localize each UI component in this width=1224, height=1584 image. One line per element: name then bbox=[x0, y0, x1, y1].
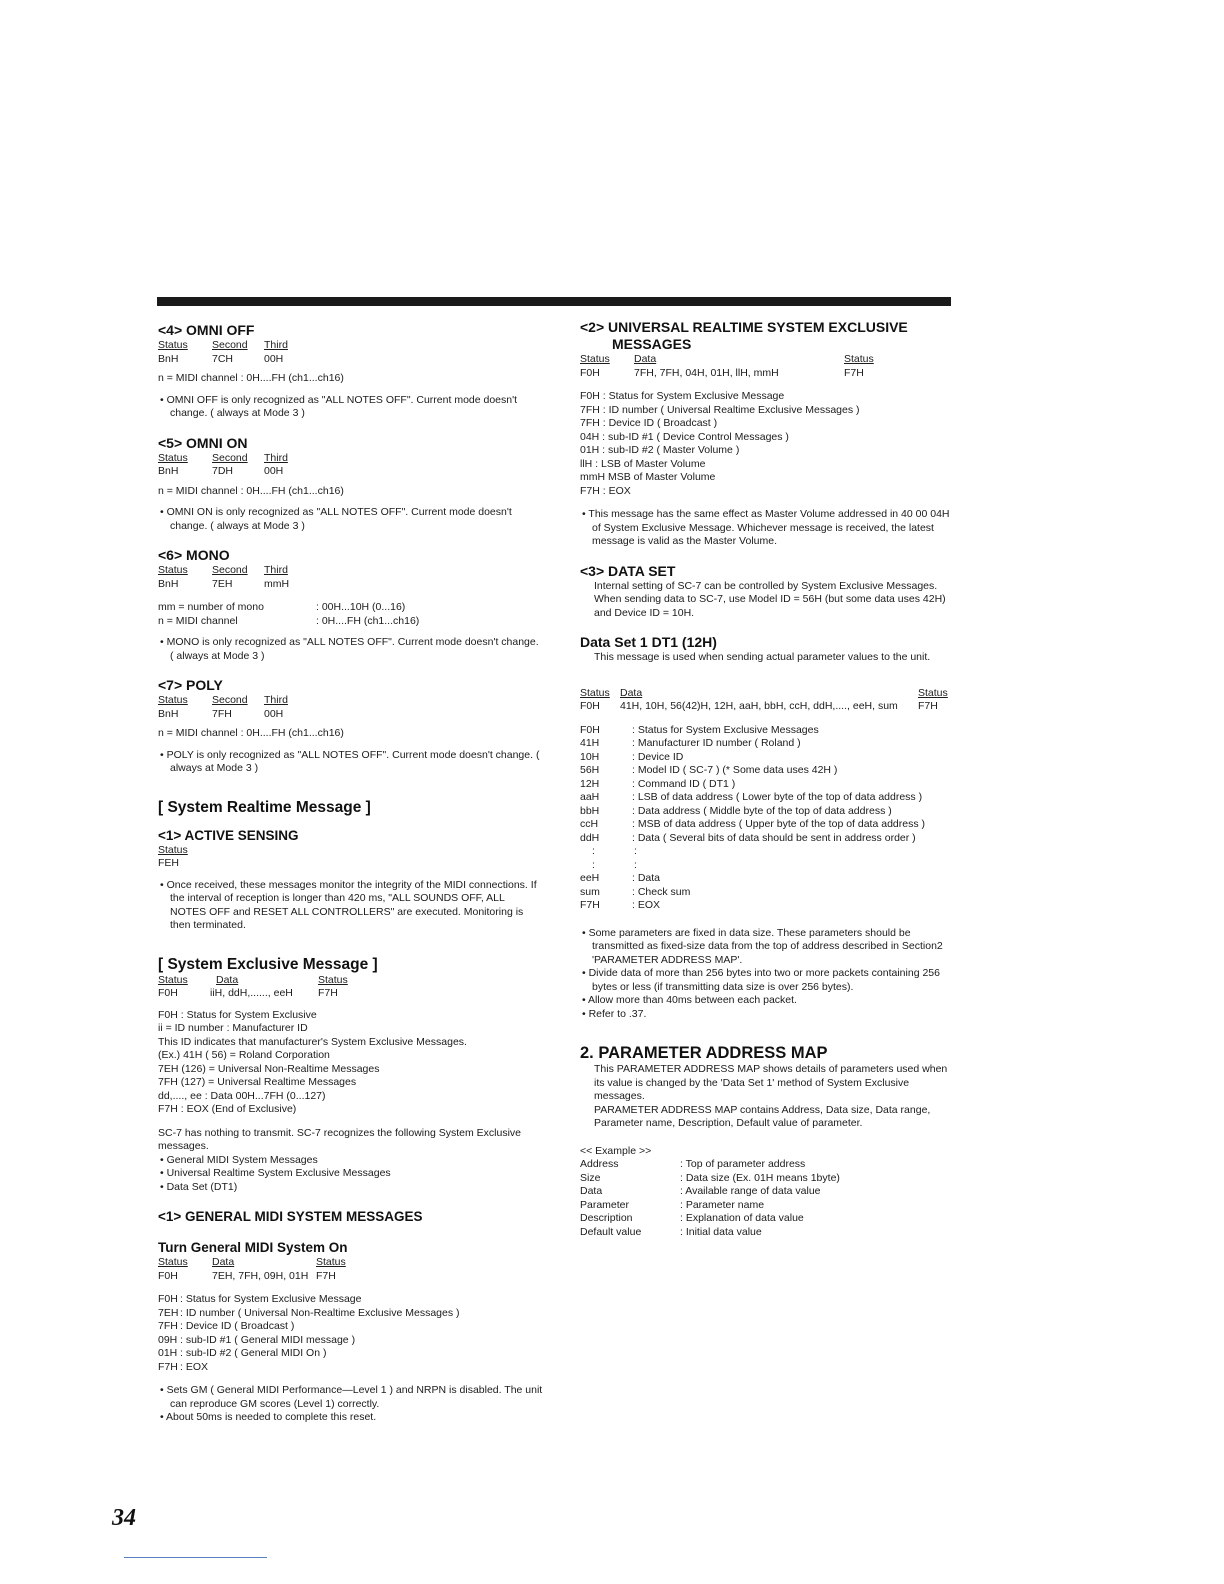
omni-off-header-row bbox=[158, 339, 543, 353]
val-status: BnH bbox=[158, 707, 179, 720]
universal-heading-cont: MESSAGES bbox=[612, 336, 692, 352]
gm-heading: <1> GENERAL MIDI SYSTEM MESSAGES bbox=[158, 1209, 423, 1224]
val-third: 00H bbox=[264, 707, 284, 720]
system-exclusive-heading: [ System Exclusive Message ] bbox=[158, 955, 378, 973]
sysex-paragraph: SC-7 has nothing to transmit. SC-7 recognizes the following System Exclusive messages. bbox=[158, 1126, 521, 1152]
dt1-bullet: • Allow more than 40ms between each packet. bbox=[582, 994, 797, 1006]
dt1-def-row: F0H : Status for System Exclusive Messages bbox=[580, 723, 819, 736]
val-third: 00H bbox=[264, 352, 284, 365]
val-status: F0H bbox=[158, 1269, 178, 1282]
mono-value-row bbox=[158, 578, 543, 592]
universal-line: F0H : Status for System Exclusive Message bbox=[580, 390, 785, 402]
dt1-def-row: ccH : MSB of data address ( Upper byte of the top of data address ) bbox=[580, 818, 925, 830]
header-rule bbox=[157, 297, 951, 306]
val-second: 7EH bbox=[212, 577, 233, 590]
sysex-line: This ID indicates that manufacturer's System Exclusive Messages. bbox=[158, 1035, 467, 1048]
omni-on-header-row bbox=[158, 452, 543, 466]
val-third: mmH bbox=[264, 577, 290, 590]
col-status-end: Status bbox=[844, 353, 874, 365]
gm-subheading: Turn General MIDI System On bbox=[158, 1240, 348, 1255]
universal-line: 7FH : ID number ( Universal Realtime Exclusive Messages ) bbox=[580, 403, 860, 416]
col-third: Third bbox=[264, 339, 288, 351]
poly-note: n = MIDI channel : 0H....FH (ch1...ch16) bbox=[158, 727, 344, 739]
gm-def-row: 7EH : ID number ( Universal Non-Realtime Exclusive Messages ) bbox=[158, 1306, 460, 1319]
val-data: 7FH, 7FH, 04H, 01H, llH, mmH bbox=[634, 366, 779, 379]
universal-value-row bbox=[580, 367, 960, 381]
dt1-def-row: eeH : Data bbox=[580, 872, 661, 884]
data-set-heading: <3> DATA SET bbox=[580, 562, 676, 579]
col-second: Second bbox=[212, 451, 248, 464]
mono-note-1: mm = number of mono : 00H...10H (0...16) bbox=[158, 601, 406, 613]
omni-off-note: n = MIDI channel : 0H....FH (ch1...ch16) bbox=[158, 372, 344, 384]
val-data: 7EH, 7FH, 09H, 01H bbox=[212, 1269, 309, 1282]
col-data: Data bbox=[620, 686, 643, 699]
data-set-1-heading: Data Set 1 DT1 (12H) bbox=[580, 634, 717, 650]
parameter-address-map-heading: 2. PARAMETER ADDRESS MAP bbox=[580, 1044, 828, 1062]
gm-def-row: F0H : Status for System Exclusive Message bbox=[158, 1293, 362, 1305]
val-second: 7DH bbox=[212, 465, 234, 477]
poly-value-row bbox=[158, 708, 543, 722]
gm-bullet: • Sets GM ( General MIDI Performance—Level 1 ) and NRPN is disabled. The unit can reproduce GM scores (Level 1) correctly. bbox=[160, 1384, 543, 1410]
sysex-line: ii = ID number : Manufacturer ID bbox=[158, 1022, 308, 1034]
sysex-line: F7H : EOX (End of Exclusive) bbox=[158, 1103, 297, 1115]
val-status-end: F7H bbox=[316, 1269, 336, 1282]
sysex-bullet: • Data Set (DT1) bbox=[160, 1180, 238, 1193]
mono-bullet: • MONO is only recognized as "ALL NOTES OFF". Current mode doesn't change. ( always at Mode 3 ) bbox=[160, 636, 539, 662]
mono-heading: <6> MONO bbox=[158, 547, 230, 563]
footer-rule bbox=[124, 1557, 267, 1558]
col-second: Second bbox=[212, 339, 248, 351]
dt1-def-row: ddH : Data ( Several bits of data should be sent in address order ) bbox=[580, 831, 916, 844]
poly-header-row bbox=[158, 694, 543, 708]
right-column bbox=[580, 319, 960, 1239]
col-data: Data bbox=[216, 973, 239, 986]
dt1-def-row: : : bbox=[592, 858, 637, 871]
col-third: Third bbox=[264, 694, 288, 706]
pam-def-row: Parameter : Parameter name bbox=[580, 1198, 765, 1211]
omni-on-heading: <5> OMNI ON bbox=[158, 434, 248, 451]
col-second: Second bbox=[212, 694, 248, 706]
dt1-def-row: F7H : EOX bbox=[580, 899, 661, 911]
universal-line: F7H : EOX bbox=[580, 484, 631, 497]
active-sensing-status-value: FEH bbox=[158, 857, 179, 869]
val-data: iiH, ddH,......, eeH bbox=[210, 987, 293, 999]
val-status: BnH bbox=[158, 577, 179, 590]
data-set-1-paragraph: This message is used when sending actual parameter values to the unit. bbox=[594, 651, 931, 663]
dt1-def-row: : : bbox=[592, 845, 637, 857]
omni-on-value-row bbox=[158, 465, 543, 479]
omni-on-bullet: • OMNI ON is only recognized as "ALL NOTES OFF". Current mode doesn't change. ( always at Mode 3 ) bbox=[160, 506, 512, 532]
col-data: Data bbox=[634, 353, 657, 365]
col-status: Status bbox=[580, 353, 610, 365]
omni-off-bullet: • OMNI OFF is only recognized as "ALL NOTES OFF". Current mode doesn't change. ( always at Mode 3 ) bbox=[160, 393, 518, 419]
col-status: Status bbox=[158, 694, 188, 706]
universal-bullet: • This message has the same effect as Master Volume addressed in 40 00 04H of System Exclusive Message. Whichever message is received, the latest message is valid as the Master Volume. bbox=[582, 508, 950, 547]
val-status: F0H bbox=[158, 987, 178, 999]
col-status: Status bbox=[158, 451, 188, 464]
gm-bullet: • About 50ms is needed to complete this reset. bbox=[160, 1411, 377, 1423]
omni-off-value-row bbox=[158, 353, 543, 367]
pam-def-row: Data : Available range of data value bbox=[580, 1185, 821, 1197]
col-status: Status bbox=[158, 1256, 188, 1268]
col-second: Second bbox=[212, 564, 248, 576]
omni-on-note: n = MIDI channel : 0H....FH (ch1...ch16) bbox=[158, 484, 344, 497]
poly-bullet: • POLY is only recognized as "ALL NOTES OFF". Current mode doesn't change. ( always at Mode 3 ) bbox=[160, 748, 540, 774]
active-sensing-bullet: • Once received, these messages monitor the integrity of the MIDI connections. If the interval of reception is longer than 420 ms, "ALL SOUNDS OFF, ALL NOTES OFF and RESET ALL CONTROLLERS" are executed. Monitoring is then terminated. bbox=[160, 878, 537, 931]
dt1-header-row bbox=[580, 687, 960, 701]
pam-example-label: << Example >> bbox=[580, 1144, 652, 1157]
pam-def-row: Size : Data size (Ex. 01H means 1byte) bbox=[580, 1171, 840, 1184]
col-third: Third bbox=[264, 564, 288, 576]
val-status: BnH bbox=[158, 465, 179, 477]
mono-header-row bbox=[158, 564, 543, 578]
sysex-line: F0H : Status for System Exclusive bbox=[158, 1008, 317, 1021]
val-second: 7FH bbox=[212, 707, 232, 720]
col-status: Status bbox=[158, 564, 188, 576]
sysex-line: dd,...., ee : Data 00H...7FH (0...127) bbox=[158, 1089, 326, 1102]
gm-value-row bbox=[158, 1270, 543, 1284]
val-third: 00H bbox=[264, 465, 284, 477]
gm-header-row bbox=[158, 1256, 543, 1270]
dt1-def-row: 41H : Manufacturer ID number ( Roland ) bbox=[580, 737, 801, 749]
gm-def-row: 01H : sub-ID #2 ( General MIDI On ) bbox=[158, 1347, 327, 1359]
universal-line: 7FH : Device ID ( Broadcast ) bbox=[580, 417, 718, 429]
sysex-header-row bbox=[158, 974, 543, 988]
left-column bbox=[158, 322, 543, 1425]
system-realtime-heading: [ System Realtime Message ] bbox=[158, 798, 371, 816]
active-sensing-status-label: Status bbox=[158, 843, 188, 856]
universal-header-row bbox=[580, 353, 960, 367]
val-data: 41H, 10H, 56(42)H, 12H, aaH, bbH, ccH, ddH,...., eeH, sum bbox=[620, 700, 898, 712]
col-status: Status bbox=[580, 686, 610, 699]
data-set-paragraph: Internal setting of SC-7 can be controlled by System Exclusive Messages. When sending data to SC-7, use Model ID = 56H (but some data uses 42H) and Device ID = 10H. bbox=[594, 579, 946, 619]
col-status-end: Status bbox=[316, 1256, 346, 1268]
universal-line: llH : LSB of Master Volume bbox=[580, 457, 706, 470]
pam-paragraph-2: PARAMETER ADDRESS MAP contains Address, Data size, Data range, Parameter name, Description, Default value of parameter. bbox=[594, 1103, 931, 1129]
gm-def-row: 7FH : Device ID ( Broadcast ) bbox=[158, 1320, 295, 1332]
val-status-end: F7H bbox=[844, 366, 864, 379]
pam-paragraph-1: This PARAMETER ADDRESS MAP shows details of parameters used when its value is changed by the 'Data Set 1' method of System Exclusive messages. bbox=[594, 1063, 948, 1102]
val-status-end: F7H bbox=[918, 700, 938, 712]
dt1-bullet: • Divide data of more than 256 bytes into two or more packets containing 256 bytes or less (if transmitting data size is over 256 bytes). bbox=[582, 967, 940, 993]
universal-line: 01H : sub-ID #2 ( Master Volume ) bbox=[580, 444, 740, 456]
mono-note-2: n = MIDI channel : 0H....FH (ch1...ch16) bbox=[158, 614, 420, 627]
sysex-value-row bbox=[158, 987, 543, 1001]
dt1-bullet: • Some parameters are fixed in data size. These parameters should be transmitted as fixed-size data from the top of address described in Section2 'PARAMETER ADDRESS MAP'. bbox=[582, 926, 943, 966]
page-number: 34 bbox=[112, 1505, 136, 1531]
sysex-line: 7EH (126) = Universal Non-Realtime Messages bbox=[158, 1062, 380, 1075]
poly-heading: <7> POLY bbox=[158, 677, 223, 693]
omni-off-heading: <4> OMNI OFF bbox=[158, 322, 255, 338]
dt1-def-row: 10H : Device ID bbox=[580, 750, 684, 763]
active-sensing-heading: <1> ACTIVE SENSING bbox=[158, 827, 299, 843]
col-status: Status bbox=[158, 339, 188, 351]
dt1-def-row: bbH : Data address ( Middle byte of the top of data address ) bbox=[580, 804, 892, 817]
dt1-def-row: sum : Check sum bbox=[580, 885, 691, 898]
sysex-line: (Ex.) 41H ( 56) = Roland Corporation bbox=[158, 1049, 330, 1061]
pam-def-row: Address : Top of parameter address bbox=[580, 1158, 806, 1170]
gm-def-row: 09H : sub-ID #1 ( General MIDI message ) bbox=[158, 1333, 356, 1346]
sysex-bullet: • General MIDI System Messages bbox=[160, 1153, 318, 1166]
pam-def-row: Default value : Initial data value bbox=[580, 1225, 762, 1238]
dt1-def-row: aaH : LSB of data address ( Lower byte of the top of data address ) bbox=[580, 791, 923, 803]
val-second: 7CH bbox=[212, 352, 234, 365]
gm-def-row: F7H : EOX bbox=[158, 1360, 209, 1373]
val-status: F0H bbox=[580, 700, 600, 712]
col-status-end: Status bbox=[318, 973, 348, 986]
val-status: F0H bbox=[580, 366, 600, 379]
col-status: Status bbox=[158, 973, 188, 986]
val-status-end: F7H bbox=[318, 987, 338, 999]
sysex-bullet: • Universal Realtime System Exclusive Messages bbox=[160, 1167, 391, 1179]
sysex-line: 7FH (127) = Universal Realtime Messages bbox=[158, 1076, 357, 1088]
universal-heading: <2> UNIVERSAL REALTIME SYSTEM EXCLUSIVE bbox=[580, 319, 908, 335]
val-status: BnH bbox=[158, 352, 179, 365]
col-third: Third bbox=[264, 451, 288, 464]
dt1-def-row: 56H : Model ID ( SC-7 ) (* Some data uses 42H ) bbox=[580, 764, 838, 776]
dt1-value-row bbox=[580, 700, 960, 714]
pam-def-row: Description : Explanation of data value bbox=[580, 1212, 804, 1224]
universal-line: mmH MSB of Master Volume bbox=[580, 471, 716, 483]
col-status-end: Status bbox=[918, 686, 948, 699]
universal-line: 04H : sub-ID #1 ( Device Control Messages ) bbox=[580, 430, 789, 443]
dt1-bullet: • Refer to .37. bbox=[582, 1007, 647, 1020]
col-data: Data bbox=[212, 1256, 235, 1268]
dt1-def-row: 12H : Command ID ( DT1 ) bbox=[580, 777, 736, 790]
